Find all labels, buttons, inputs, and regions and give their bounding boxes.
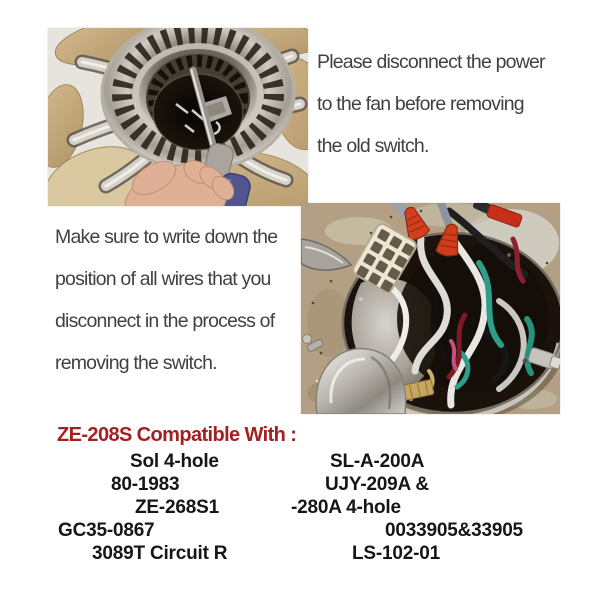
compat-model: GC35-0867	[58, 520, 155, 541]
instruction-line: removing the switch.	[55, 352, 217, 374]
instruction-line: Please disconnect the power	[317, 51, 545, 73]
wiring-photo	[301, 203, 560, 414]
compat-model: ZE-268S1	[135, 497, 219, 518]
fan-photo-illustration	[48, 28, 308, 206]
wiring-photo-illustration	[301, 203, 560, 414]
instruction-note-wires	[55, 227, 277, 395]
instruction-line: Make sure to write down the	[55, 226, 278, 248]
compat-model: 0033905&33905	[385, 520, 523, 541]
compat-model: SL-A-200A	[330, 451, 425, 472]
compat-model: UJY-209A &	[325, 474, 429, 495]
compat-model: -280A 4-hole	[291, 497, 401, 518]
instruction-line: the old switch.	[317, 135, 429, 157]
instruction-line: position of all wires that you	[55, 268, 271, 290]
instruction-line: disconnect in the process of	[55, 310, 275, 332]
fan-photo	[48, 28, 308, 206]
compat-model: LS-102-01	[352, 543, 440, 564]
instruction-line: to the fan before removing	[317, 93, 524, 115]
instruction-disconnect-power	[317, 52, 545, 178]
compatibility-heading: ZE-208S Compatible With :	[57, 424, 297, 446]
compat-model: Sol 4-hole	[130, 451, 219, 472]
compat-model: 3089T Circuit R	[92, 543, 228, 564]
compat-model: 80-1983	[111, 474, 180, 495]
